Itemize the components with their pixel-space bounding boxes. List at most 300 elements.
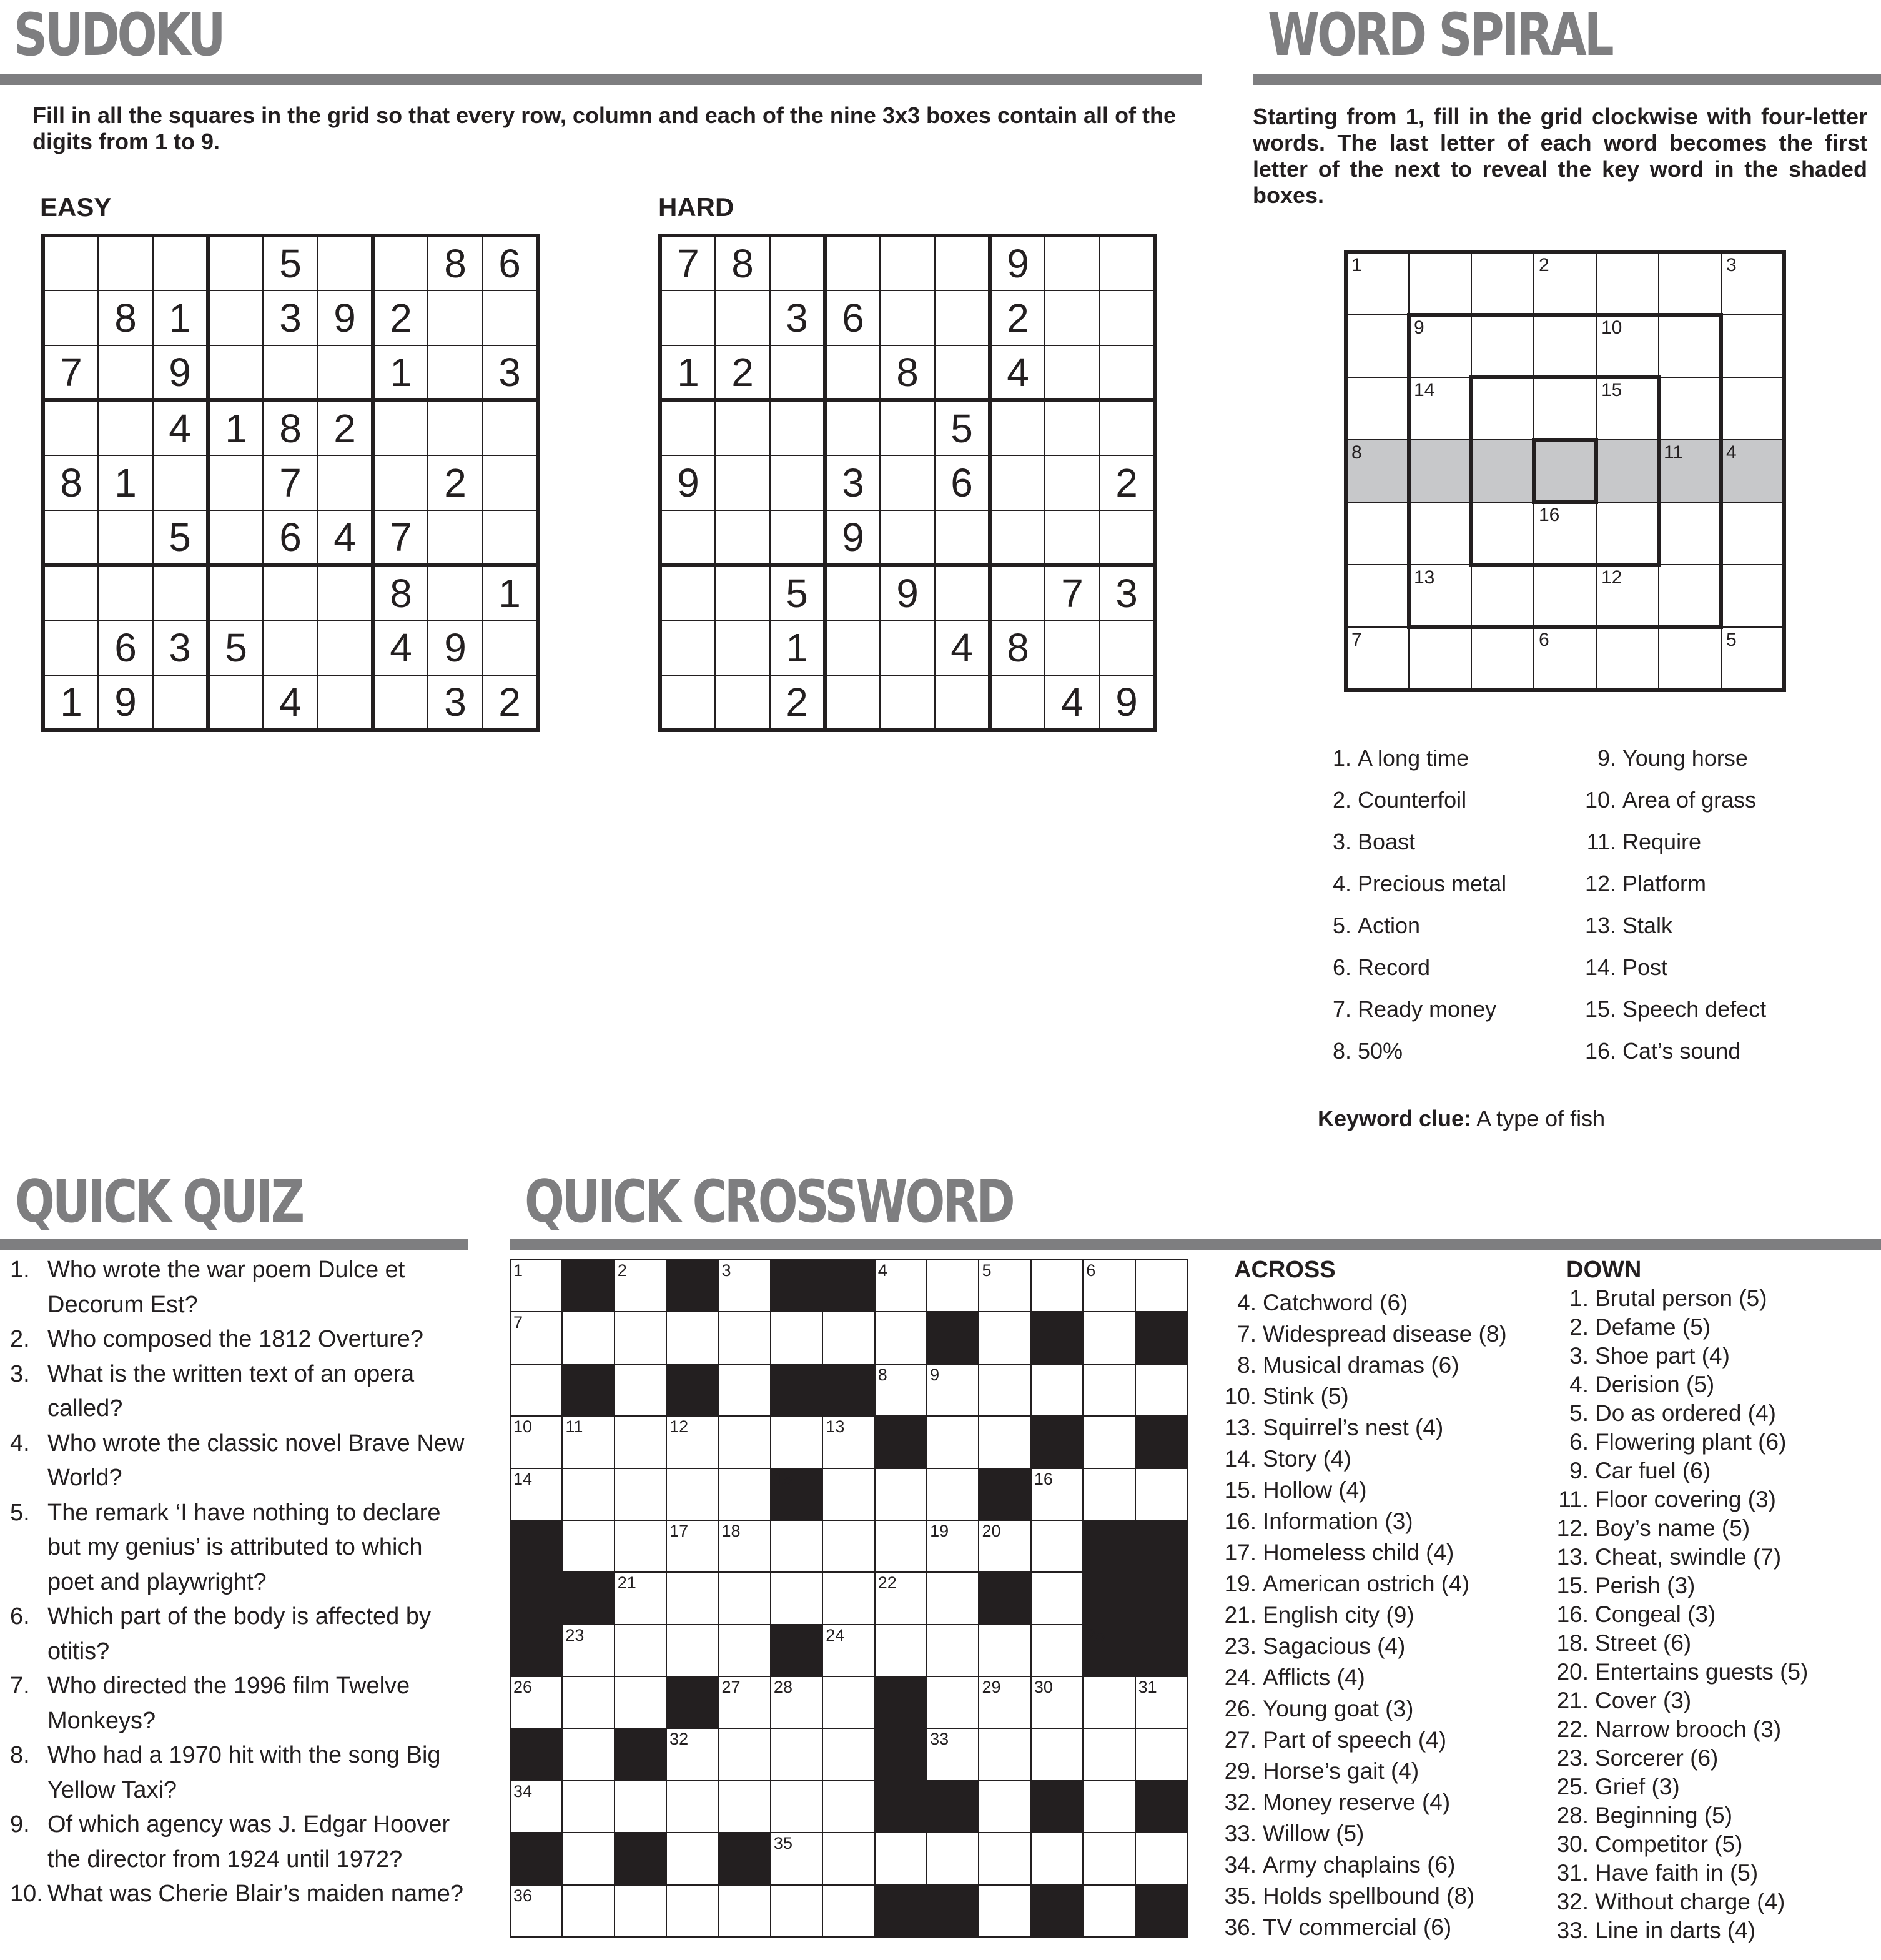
sudoku-cell[interactable] [153,565,208,620]
clue-number: 27. [1224,1727,1256,1753]
sudoku-cell[interactable]: 8 [990,620,1045,675]
question-number: 10. [10,1881,43,1907]
sudoku-cell[interactable] [208,565,263,620]
sudoku-cell[interactable]: 5 [153,510,208,565]
sudoku-cell[interactable] [770,455,825,510]
sudoku-cell[interactable]: 2 [483,675,538,730]
sudoku-cell[interactable] [208,510,263,565]
sudoku-cell[interactable] [318,345,373,400]
sudoku-cell[interactable]: 8 [880,345,935,400]
quick-quiz-title: QUICK QUIZ [15,1168,303,1236]
clue-text: Precious metal [1358,871,1507,896]
crossword-cell[interactable] [1082,1364,1135,1417]
sudoku-cell[interactable] [483,510,538,565]
sudoku-cell[interactable] [990,400,1045,455]
sudoku-title: SUDOKU [14,1,224,69]
sudoku-cell[interactable]: 3 [428,675,483,730]
crossword-cell[interactable] [666,1884,719,1938]
sudoku-cell[interactable] [825,400,880,455]
crossword-cell[interactable] [718,1311,771,1364]
sudoku-cell[interactable]: 1 [770,620,825,675]
crossword-cell[interactable] [561,1520,615,1573]
crossword-black-cell [978,1468,1031,1521]
sudoku-cell[interactable] [1100,620,1155,675]
crossword-cell[interactable] [926,1571,979,1625]
crossword-cell[interactable] [822,1520,875,1573]
sudoku-cell[interactable] [880,400,935,455]
down-clue [1553,1514,1808,1543]
crossword-cell[interactable] [718,1728,771,1781]
crossword-cell[interactable] [822,1832,875,1885]
crossword-cell[interactable] [770,1571,823,1625]
sudoku-cell[interactable]: 8 [263,400,318,455]
crossword-cell[interactable] [874,1520,927,1573]
crossword-cell[interactable] [822,1311,875,1364]
crossword-cell[interactable] [1082,1468,1135,1521]
sudoku-cell[interactable] [263,565,318,620]
sudoku-cell[interactable] [318,620,373,675]
spiral-clues-right [1582,746,1766,1081]
sudoku-cell[interactable]: 3 [153,620,208,675]
crossword-cell[interactable] [614,1624,667,1677]
crossword-cell[interactable] [1030,1624,1084,1677]
sudoku-cell[interactable] [263,345,318,400]
crossword-cell[interactable] [666,1832,719,1885]
crossword-number: 32 [669,1730,689,1749]
crossword-cell[interactable] [510,1364,563,1417]
clue-number: 12. [1556,1515,1589,1541]
word-spiral-grid [1344,250,1786,692]
crossword-cell[interactable] [1135,1364,1188,1417]
sudoku-cell[interactable] [1045,620,1100,675]
sudoku-cell[interactable] [770,345,825,400]
sudoku-cell[interactable] [935,235,990,290]
sudoku-cell[interactable] [98,510,153,565]
crossword-cell[interactable] [718,1624,771,1677]
crossword-black-cell [561,1571,615,1625]
down-clue [1553,1773,1808,1801]
crossword-cell[interactable] [718,1364,771,1417]
sudoku-cell[interactable]: 8 [43,455,98,510]
crossword-cell[interactable] [1082,1415,1135,1468]
sudoku-cell[interactable] [263,620,318,675]
sudoku-cell[interactable] [935,565,990,620]
sudoku-cell[interactable]: 6 [98,620,153,675]
crossword-cell[interactable] [978,1624,1031,1677]
sudoku-cell[interactable] [428,565,483,620]
sudoku-cell[interactable] [43,565,98,620]
sudoku-cell[interactable] [1100,345,1155,400]
sudoku-cell[interactable] [1045,345,1100,400]
quiz-question [10,1253,472,1322]
sudoku-cell[interactable] [428,290,483,345]
sudoku-cell[interactable] [208,345,263,400]
sudoku-cell[interactable] [1100,400,1155,455]
sudoku-cell[interactable] [825,675,880,730]
crossword-cell[interactable] [614,1468,667,1521]
sudoku-cell[interactable] [43,620,98,675]
crossword-cell[interactable] [874,1311,927,1364]
crossword-cell[interactable] [1082,1832,1135,1885]
down-clue [1553,1629,1808,1658]
crossword-cell[interactable] [666,1571,719,1625]
sudoku-cell[interactable]: 2 [715,345,770,400]
sudoku-cell[interactable] [98,235,153,290]
clue-number: 15. [1584,996,1616,1022]
sudoku-cell[interactable] [935,290,990,345]
sudoku-cell[interactable]: 5 [935,400,990,455]
sudoku-cell[interactable]: 5 [263,235,318,290]
crossword-cell[interactable] [1082,1311,1135,1364]
sudoku-cell[interactable] [483,400,538,455]
sudoku-cell[interactable] [153,455,208,510]
sudoku-cell[interactable] [373,675,428,730]
sudoku-cell[interactable]: 7 [43,345,98,400]
sudoku-cell[interactable] [208,290,263,345]
crossword-black-cell [874,1728,927,1781]
sudoku-cell[interactable] [1100,235,1155,290]
crossword-cell[interactable] [666,1311,719,1364]
sudoku-cell[interactable] [660,290,715,345]
crossword-cell[interactable] [978,1832,1031,1885]
sudoku-cell[interactable]: 8 [373,565,428,620]
clue-text: Catchword (6) [1263,1290,1408,1315]
crossword-cell[interactable] [1135,1468,1188,1521]
crossword-cell[interactable] [926,1676,979,1729]
sudoku-cell[interactable] [318,675,373,730]
sudoku-cell[interactable] [483,455,538,510]
sudoku-cell[interactable]: 2 [373,290,428,345]
sudoku-cell[interactable] [660,400,715,455]
clue-text: Stink (5) [1263,1383,1349,1409]
sudoku-cell[interactable] [153,235,208,290]
sudoku-cell[interactable]: 5 [770,565,825,620]
sudoku-cell[interactable] [318,565,373,620]
sudoku-cell[interactable] [43,235,98,290]
crossword-cell[interactable] [926,1468,979,1521]
sudoku-cell[interactable] [880,675,935,730]
sudoku-cell[interactable] [990,675,1045,730]
sudoku-cell[interactable] [98,400,153,455]
sudoku-cell[interactable]: 6 [483,235,538,290]
sudoku-cell[interactable] [715,400,770,455]
sudoku-cell[interactable] [1100,290,1155,345]
question-number: 7. [10,1673,30,1699]
crossword-cell[interactable] [770,1780,823,1833]
sudoku-cell[interactable] [825,565,880,620]
sudoku-cell[interactable]: 9 [825,510,880,565]
crossword-cell[interactable] [770,1415,823,1468]
sudoku-cell[interactable] [880,290,935,345]
crossword-cell[interactable] [561,1884,615,1938]
crossword-cell[interactable] [561,1832,615,1885]
sudoku-cell[interactable]: 7 [660,235,715,290]
spiral-number: 9 [1414,317,1424,338]
sudoku-cell[interactable] [770,235,825,290]
crossword-cell[interactable] [718,1415,771,1468]
across-clue [1220,1693,1507,1725]
crossword-cell[interactable] [978,1884,1031,1938]
sudoku-cell[interactable]: 3 [1100,565,1155,620]
sudoku-cell[interactable]: 4 [153,400,208,455]
sudoku-cell[interactable] [98,345,153,400]
sudoku-cell[interactable]: 3 [825,455,880,510]
crossword-cell[interactable] [1135,1259,1188,1312]
crossword-cell[interactable] [614,1415,667,1468]
quiz-question [10,1738,472,1808]
crossword-cell[interactable] [666,1624,719,1677]
sudoku-cell[interactable] [715,565,770,620]
sudoku-cell[interactable]: 2 [1100,455,1155,510]
sudoku-cell[interactable] [935,510,990,565]
across-clue [1220,1818,1507,1849]
sudoku-cell[interactable] [880,235,935,290]
clue-text: Homeless child (4) [1263,1540,1454,1565]
crossword-cell[interactable] [926,1832,979,1885]
crossword-rule [510,1239,1881,1250]
crossword-cell[interactable] [1082,1780,1135,1833]
sudoku-cell[interactable] [935,675,990,730]
sudoku-cell[interactable]: 6 [263,510,318,565]
crossword-cell[interactable] [770,1728,823,1781]
crossword-cell[interactable] [822,1884,875,1938]
sudoku-cell[interactable]: 1 [153,290,208,345]
sudoku-cell[interactable] [715,510,770,565]
sudoku-cell[interactable] [770,400,825,455]
crossword-cell[interactable] [822,1571,875,1625]
crossword-cell[interactable] [561,1311,615,1364]
crossword-cell[interactable] [666,1780,719,1833]
sudoku-cell[interactable] [1045,455,1100,510]
sudoku-cell[interactable] [428,510,483,565]
question-number: 1. [10,1257,30,1283]
sudoku-cell[interactable] [660,675,715,730]
crossword-cell[interactable] [561,1728,615,1781]
crossword-cell[interactable] [1030,1259,1084,1312]
crossword-cell[interactable] [822,1468,875,1521]
sudoku-cell[interactable]: 9 [990,235,1045,290]
sudoku-cell[interactable]: 9 [318,290,373,345]
crossword-cell[interactable] [926,1259,979,1312]
sudoku-cell[interactable]: 8 [428,235,483,290]
sudoku-cell[interactable] [935,345,990,400]
clue-text: Narrow brooch (3) [1595,1716,1782,1742]
sudoku-cell[interactable] [43,290,98,345]
sudoku-cell[interactable] [715,675,770,730]
crossword-cell[interactable] [874,1832,927,1885]
crossword-cell[interactable] [1030,1364,1084,1417]
easy-label: EASY [40,192,112,222]
crossword-cell[interactable] [1030,1728,1084,1781]
sudoku-cell[interactable]: 9 [98,675,153,730]
sudoku-cell[interactable] [880,455,935,510]
sudoku-cell[interactable]: 9 [880,565,935,620]
sudoku-cell[interactable] [660,510,715,565]
sudoku-cell[interactable]: 4 [935,620,990,675]
sudoku-cell[interactable]: 8 [715,235,770,290]
crossword-cell[interactable] [614,1884,667,1938]
sudoku-cell[interactable] [43,510,98,565]
sudoku-cell[interactable] [1045,510,1100,565]
crossword-cell[interactable] [718,1884,771,1938]
crossword-cell[interactable] [822,1728,875,1781]
sudoku-cell[interactable]: 4 [263,675,318,730]
sudoku-cell[interactable]: 1 [483,565,538,620]
sudoku-cell[interactable] [1045,400,1100,455]
sudoku-cell[interactable]: 1 [98,455,153,510]
clue-number: 19. [1224,1571,1256,1596]
crossword-cell[interactable] [978,1415,1031,1468]
sudoku-cell[interactable] [153,675,208,730]
sudoku-cell[interactable] [208,455,263,510]
crossword-cell[interactable] [926,1415,979,1468]
clue-text: A long time [1358,745,1469,771]
sudoku-cell[interactable]: 3 [263,290,318,345]
crossword-cell[interactable] [1082,1884,1135,1938]
crossword-cell[interactable] [978,1780,1031,1833]
crossword-number: 17 [669,1521,689,1540]
clue-number: 4. [1332,871,1351,896]
sudoku-cell[interactable] [990,565,1045,620]
sudoku-cell[interactable] [715,455,770,510]
crossword-cell[interactable] [978,1728,1031,1781]
crossword-black-cell [1135,1571,1188,1625]
crossword-cell[interactable] [1135,1728,1188,1781]
crossword-cell[interactable] [874,1624,927,1677]
sudoku-cell[interactable] [318,235,373,290]
crossword-cell[interactable] [1135,1832,1188,1885]
clue-number: 8. [1332,1038,1351,1064]
crossword-cell[interactable] [614,1520,667,1573]
crossword-cell[interactable] [614,1676,667,1729]
crossword-cell[interactable] [561,1468,615,1521]
down-clue [1553,1686,1808,1715]
crossword-cell[interactable] [822,1676,875,1729]
crossword-cell[interactable] [874,1468,927,1521]
crossword-cell[interactable] [770,1311,823,1364]
crossword-cell[interactable] [926,1624,979,1677]
sudoku-cell[interactable] [715,620,770,675]
sudoku-cell[interactable]: 3 [483,345,538,400]
crossword-grid [510,1259,1187,1936]
across-clue [1220,1319,1507,1350]
sudoku-cell[interactable]: 1 [660,345,715,400]
sudoku-cell[interactable]: 1 [373,345,428,400]
crossword-cell[interactable] [978,1364,1031,1417]
clue-number: 7. [1332,996,1351,1022]
crossword-cell[interactable] [1082,1728,1135,1781]
sudoku-cell[interactable]: 1 [43,675,98,730]
crossword-cell[interactable] [1030,1520,1084,1573]
crossword-cell[interactable] [614,1364,667,1417]
sudoku-cell[interactable] [1045,235,1100,290]
sudoku-cell[interactable] [483,290,538,345]
sudoku-cell[interactable]: 2 [990,290,1045,345]
sudoku-cell[interactable] [428,345,483,400]
clue-text: Congeal (3) [1595,1601,1716,1627]
sudoku-cell[interactable] [373,455,428,510]
spiral-number: 12 [1601,567,1622,588]
sudoku-cell[interactable]: 4 [318,510,373,565]
sudoku-cell[interactable] [318,455,373,510]
sudoku-cell[interactable]: 4 [373,620,428,675]
sudoku-cell[interactable] [660,620,715,675]
sudoku-cell[interactable] [483,620,538,675]
sudoku-cell[interactable] [428,400,483,455]
sudoku-cell[interactable]: 4 [1045,675,1100,730]
sudoku-cell[interactable]: 5 [208,620,263,675]
sudoku-cell[interactable]: 9 [428,620,483,675]
sudoku-cell[interactable] [208,675,263,730]
sudoku-cell[interactable] [825,620,880,675]
crossword-cell[interactable] [1030,1832,1084,1885]
sudoku-cell[interactable] [208,235,263,290]
crossword-cell[interactable] [822,1780,875,1833]
crossword-cell[interactable] [718,1571,771,1625]
sudoku-cell[interactable] [880,620,935,675]
crossword-cell[interactable] [614,1780,667,1833]
sudoku-cell[interactable]: 7 [263,455,318,510]
sudoku-cell[interactable] [1100,510,1155,565]
sudoku-cell[interactable]: 3 [770,290,825,345]
sudoku-cell[interactable]: 8 [98,290,153,345]
crossword-cell[interactable] [1030,1571,1084,1625]
crossword-cell[interactable] [561,1780,615,1833]
crossword-cell[interactable] [666,1468,719,1521]
crossword-number: 8 [877,1365,887,1384]
crossword-cell[interactable] [1082,1676,1135,1729]
sudoku-cell[interactable] [660,565,715,620]
sudoku-cell[interactable]: 9 [153,345,208,400]
sudoku-cell[interactable]: 7 [373,510,428,565]
crossword-cell[interactable] [718,1468,771,1521]
crossword-cell[interactable] [614,1311,667,1364]
sudoku-cell[interactable] [43,400,98,455]
sudoku-cell[interactable]: 4 [990,345,1045,400]
crossword-cell[interactable] [770,1884,823,1938]
crossword-cell[interactable] [561,1676,615,1729]
crossword-cell[interactable] [978,1311,1031,1364]
sudoku-cell[interactable]: 7 [1045,565,1100,620]
crossword-number: 33 [930,1730,949,1749]
sudoku-cell[interactable] [825,345,880,400]
sudoku-cell[interactable]: 9 [1100,675,1155,730]
sudoku-cell[interactable]: 2 [318,400,373,455]
quick-quiz-rule [0,1239,468,1250]
crossword-cell[interactable] [718,1780,771,1833]
sudoku-cell[interactable] [1045,290,1100,345]
sudoku-cell[interactable] [373,235,428,290]
sudoku-cell[interactable] [990,455,1045,510]
across-clue [1220,1787,1507,1818]
sudoku-cell[interactable]: 2 [428,455,483,510]
sudoku-cell[interactable] [715,290,770,345]
sudoku-cell[interactable] [990,510,1045,565]
sudoku-cell[interactable] [373,400,428,455]
sudoku-cell[interactable]: 2 [770,675,825,730]
sudoku-cell[interactable]: 6 [935,455,990,510]
crossword-cell[interactable] [770,1520,823,1573]
sudoku-cell[interactable] [98,565,153,620]
sudoku-cell[interactable] [880,510,935,565]
sudoku-cell[interactable]: 9 [660,455,715,510]
sudoku-cell[interactable]: 1 [208,400,263,455]
sudoku-cell[interactable] [770,510,825,565]
clue-text: Brutal person (5) [1595,1285,1767,1311]
clue-text: Part of speech (4) [1263,1727,1447,1753]
sudoku-cell[interactable]: 6 [825,290,880,345]
sudoku-cell[interactable] [825,235,880,290]
